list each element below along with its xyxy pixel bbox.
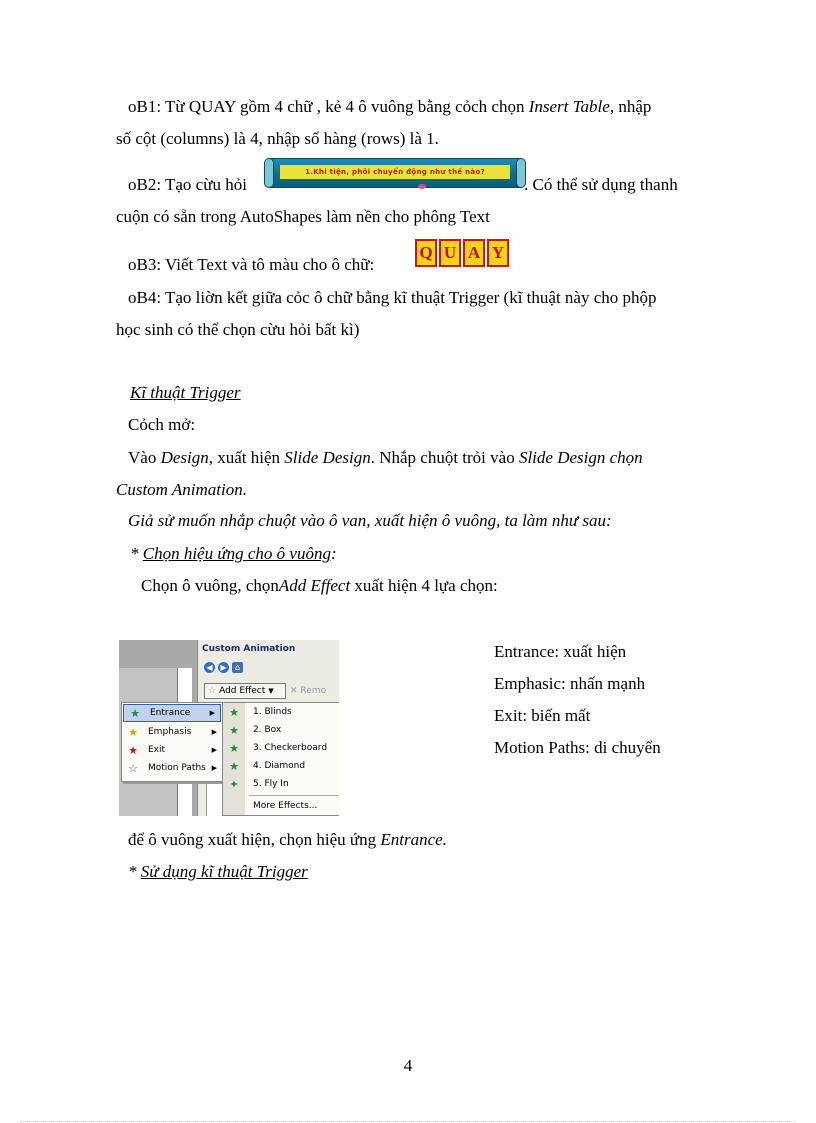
menu-item-entrance[interactable] [123,704,221,722]
open-line2: Custom Animation. [116,480,247,499]
entrance-submenu [222,702,339,816]
banner-question-text: 1.Khi tiện, phôi chuyển động như thế nào? [280,165,510,179]
submenu-item-label: 5. Fly In [253,779,289,789]
star-icon: ☆ [208,686,217,696]
open-slide-design: Slide Design [284,448,371,467]
use-trigger-heading: Sử dụng kĩ thuật Trigger [140,862,308,881]
pane-nav-icons [204,662,243,673]
open-label: Cỏch mở: [128,415,196,434]
option-exit: Exit: biến mất [494,706,591,725]
forward-icon[interactable]: ▶ [218,662,229,673]
quay-cell: A [463,239,485,267]
step1-text-b: , nhập [609,97,652,116]
submenu-arrow-icon: ▶ [211,728,217,736]
after-line [128,829,447,851]
after-entrance: Entrance. [380,830,447,849]
step2-line1 [128,174,247,196]
submenu-item-fly-in[interactable] [223,775,339,793]
submenu-item-blinds[interactable] [223,703,339,721]
step4-line2: học sinh có thể chọn cừu hỏi bất kì) [116,320,360,339]
after-text-a: để ô vuông xuất hiện, chọn hiệu ứng [128,830,381,849]
submenu-item-checkerboard[interactable] [223,739,339,757]
open-line1 [128,447,643,469]
effect-heading-line [130,543,337,565]
effect-heading: Chọn hiệu ứng cho ô vuông [142,544,331,563]
pane-title: Custom Animation [202,644,296,654]
use-trigger-line [128,861,308,883]
dropdown-arrow-icon: ▼ [268,687,274,695]
step1-text-a: oB1: Từ QUAY gồm 4 chữ , kẻ 4 ô vuông bằng cỏch chọn [128,97,529,116]
suppose-line: Giả sử muốn nhắp chuột vào ô van, xuất hiện ô vuông, ta làm như sau: [128,511,612,530]
footer-dotted-line [20,1121,796,1122]
step1-line1 [128,96,651,118]
effect-colon: : [330,544,337,563]
step1-line2: số cột (columns) là 4, nhập số hàng (rows) là 1. [116,129,439,148]
home-icon[interactable]: ⌂ [232,662,243,673]
submenu-arrow-icon: ▶ [211,746,217,754]
menu-item-motion-paths[interactable] [122,759,222,777]
menu-item-exit[interactable] [122,741,222,759]
add-effect-label: Add Effect [219,686,266,696]
scroll-curl-left [264,158,274,188]
step2-line2: cuộn có sẵn trong AutoShapes làm nền cho phông Text [116,207,490,226]
emphasis-star-icon: ★ [128,725,138,739]
menu-item-label: Entrance [150,708,191,718]
submenu-item-diamond[interactable] [223,757,339,775]
step2-text-a: oB2: Tạo cừu hỏi [128,175,247,194]
remove-label: Remo [300,686,327,696]
open-text-a: Vào [128,448,161,467]
open-slide-design-choose: Slide Design chọn [518,448,643,467]
more-effects-item[interactable]: More Effects... [253,801,318,811]
open-text-c: . Nhắp chuột trỏi vào [370,448,519,467]
add-effect-button[interactable] [204,683,286,699]
blinds-star-icon: ★ [229,705,239,719]
submenu-item-label: 1. Blinds [253,707,292,717]
option-emphasic: Emphasic: nhấn mạnh [494,674,646,693]
submenu-arrow-icon: ▶ [211,764,217,772]
quay-cell: U [439,239,461,267]
step3-line1: oB3: Viết Text và tô màu cho ô chữ: [128,255,375,274]
menu-item-label: Exit [148,745,166,755]
bullet-star: * [128,862,141,881]
open-text-b: , xuất hiện [208,448,285,467]
remove-button[interactable] [290,683,326,699]
question-scroll-banner [267,158,523,188]
option-entrance: Entrance: xuất hiện [494,642,627,661]
exit-star-icon: ★ [128,743,138,757]
submenu-arrow-icon: ▶ [209,709,215,717]
submenu-item-label: 3. Checkerboard [253,743,328,753]
open-design: Design [160,448,209,467]
menu-item-label: Emphasis [148,727,192,737]
choose-text-a: Chọn ô vuông, chọn [141,576,279,595]
diamond-star-icon: ★ [229,759,239,773]
banner-ornament [418,184,426,189]
step2-line1-tail: . Có thể sử dụng thanh [524,175,678,194]
fly-in-star-icon: ✦ [229,777,239,791]
step4-line1: oB4: Tạo liờn kết giữa cỏc ô chữ bằng kĩ thuật Trigger (kĩ thuật này cho phộp [128,288,657,307]
checkerboard-star-icon: ★ [229,741,239,755]
submenu-item-label: 4. Diamond [253,761,306,771]
step1-insert-table: Insert Table [528,97,610,116]
submenu-item-box[interactable] [223,721,339,739]
choose-add-effect: Add Effect [278,576,351,595]
trigger-heading: Kĩ thuật Trigger [130,383,241,402]
entrance-star-icon: ★ [130,706,140,720]
custom-animation-screenshot [119,640,339,816]
option-motion-paths: Motion Paths: di chuyển [494,738,661,757]
quay-letter-boxes [415,239,509,267]
remove-icon: ✕ [290,686,298,696]
motion-path-star-icon: ☆ [128,761,138,775]
menu-item-label: Motion Paths [148,763,206,773]
choose-line [141,575,498,597]
box-star-icon: ★ [229,723,239,737]
back-icon[interactable]: ◀ [204,662,215,673]
choose-text-b: xuất hiện 4 lựa chọn: [350,576,498,595]
quay-cell: Y [487,239,509,267]
bullet-star: * [130,544,143,563]
page-number: 4 [403,1056,413,1075]
menu-item-emphasis[interactable] [122,723,222,741]
submenu-separator [249,795,339,796]
effect-type-menu [121,702,223,782]
submenu-item-label: 2. Box [253,725,282,735]
quay-cell: Q [415,239,437,267]
